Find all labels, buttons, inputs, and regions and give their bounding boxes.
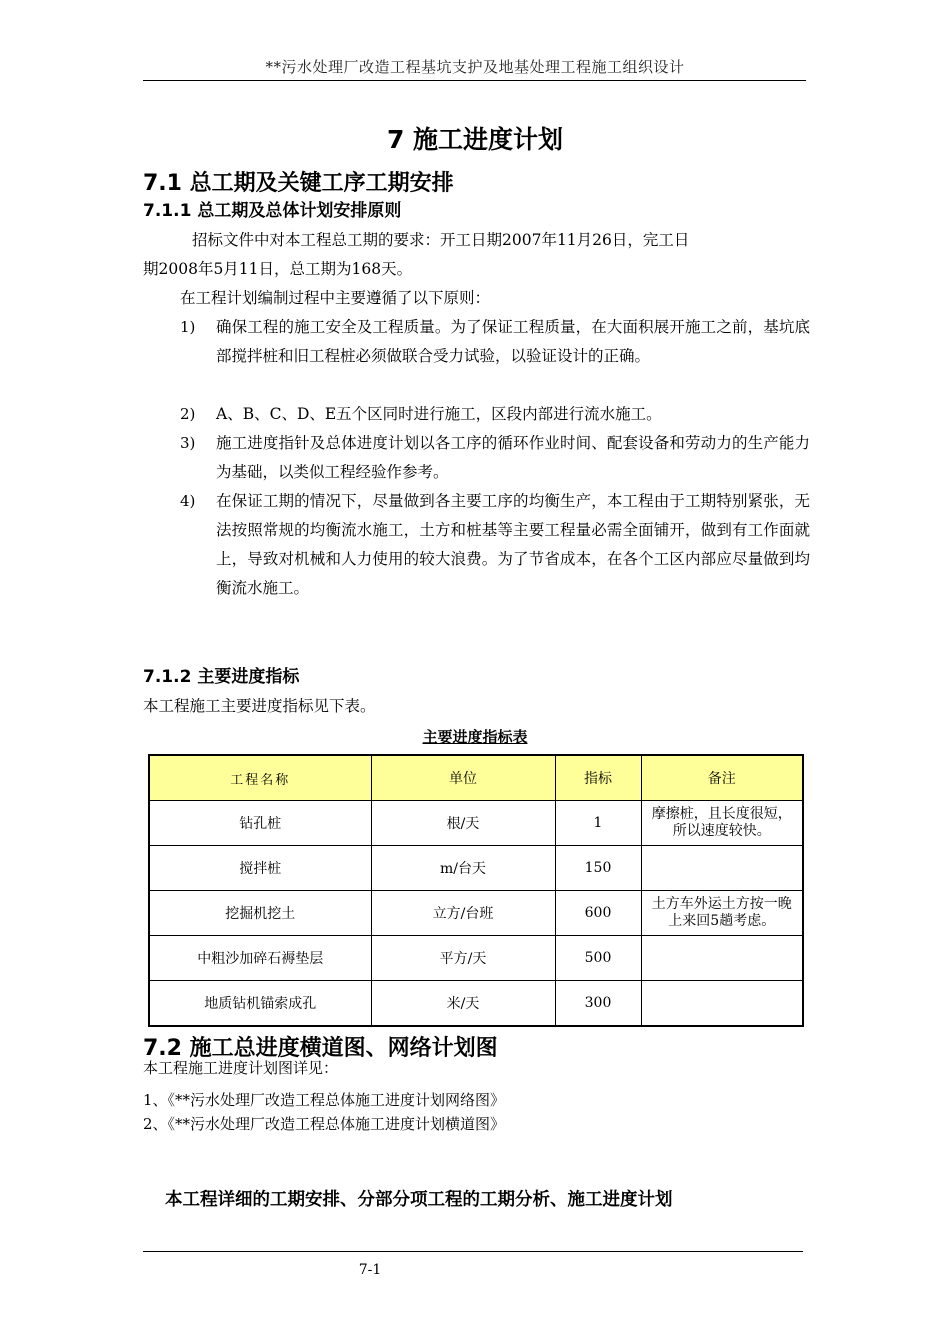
cell-value: 150 — [555, 846, 641, 891]
table-row — [149, 891, 803, 936]
cell-value: 600 — [555, 891, 641, 936]
table-row — [149, 801, 803, 846]
header-note: 备注 — [641, 755, 803, 801]
cell-value: 500 — [555, 936, 641, 981]
progress-index-table — [148, 754, 804, 1027]
section-7-1-2-title: 7.1.2 主要进度指标 — [143, 667, 300, 687]
cell-note — [641, 981, 803, 1027]
table-row — [149, 936, 803, 981]
header-index: 指标 — [555, 755, 641, 801]
cell-value: 300 — [555, 981, 641, 1027]
para1-line2: 期2008年5月11日，总工期为168天。 — [143, 260, 413, 278]
section-7-2-intro: 本工程施工进度计划图详见： — [143, 1059, 339, 1077]
cell-note: 摩擦桩，且长度很短，所以速度较快。 — [641, 801, 803, 846]
footer-rule — [143, 1251, 803, 1252]
list-item-text: 确保工程的施工安全及工程质量。为了保证工程质量，在大面积展开施工之前，基坑底部搅拌桩和旧工程桩必须做联合受力试验，以验证设计的正确。 — [216, 318, 810, 365]
cell-unit: 米/天 — [371, 981, 555, 1027]
section-7-2-title: 7.2 施工总进度横道图、网络计划图 — [143, 1036, 498, 1061]
page-number: 7-1 — [358, 1262, 382, 1278]
list-item-text: A、B、C、D、E五个区同时进行施工，区段内部进行流水施工。 — [216, 405, 662, 423]
list-item-text: 施工进度指针及总体进度计划以各工序的循环作业时间、配套设备和劳动力的生产能力为基础，以类似工程经验作参考。 — [216, 434, 810, 481]
cell-note — [641, 936, 803, 981]
page-header: **污水处理厂改造工程基坑支护及地基处理工程施工组织设计 — [265, 58, 685, 76]
section-7-1-title: 7.1 总工期及关键工序工期安排 — [143, 171, 454, 196]
cell-note: 土方车外运土方按一晚上来回5趟考虑。 — [641, 891, 803, 936]
cell-name: 地质钻机锚索成孔 — [149, 981, 371, 1027]
cell-unit: 立方/台班 — [371, 891, 555, 936]
reference-item: 1、《**污水处理厂改造工程总体施工进度计划网络图》 — [143, 1091, 506, 1109]
cell-name: 挖掘机挖土 — [149, 891, 371, 936]
reference-item: 2、《**污水处理厂改造工程总体施工进度计划横道图》 — [143, 1115, 506, 1133]
table-header-row — [149, 755, 803, 801]
cell-name: 中粗沙加碎石褥垫层 — [149, 936, 371, 981]
header-unit: 单位 — [371, 755, 555, 801]
header-rule — [143, 80, 806, 81]
list-item-number: 4) — [180, 492, 196, 510]
para1-line1: 招标文件中对本工程总工期的要求：开工日期2007年11月26日，完工日 — [192, 231, 690, 249]
para2: 在工程计划编制过程中主要遵循了以下原则： — [180, 289, 491, 307]
section-7-1-1-title: 7.1.1 总工期及总体计划安排原则 — [143, 201, 402, 221]
list-item-number: 3) — [180, 434, 196, 452]
cell-value: 1 — [555, 801, 641, 846]
cell-unit: m/台天 — [371, 846, 555, 891]
list-item-number: 2) — [180, 405, 196, 423]
list-item-text: 在保证工期的情况下，尽量做到各主要工序的均衡生产，本工程由于工期特别紧张，无法按照常规的均衡流水施工，土方和桩基等主要工程量必需全面铺开，做到有工作面就上，导致对机械和人力使用的较大浪费。为了节省成本，在各个工区内部应尽量做到均衡流水施工。 — [216, 492, 810, 597]
cell-name: 钻孔桩 — [149, 801, 371, 846]
cell-unit: 根/天 — [371, 801, 555, 846]
table-title: 主要进度指标表 — [422, 728, 528, 746]
schedule-note-bold: 本工程详细的工期安排、分部分项工程的工期分析、施工进度计划 — [165, 1190, 673, 1210]
list-item-number: 1) — [180, 318, 196, 336]
table-row — [149, 981, 803, 1027]
table-intro: 本工程施工主要进度指标见下表。 — [143, 697, 376, 715]
cell-unit: 平方/天 — [371, 936, 555, 981]
header-project-name: 工程名称 — [149, 755, 371, 801]
cell-name: 搅拌桩 — [149, 846, 371, 891]
cell-note — [641, 846, 803, 891]
table-row — [149, 846, 803, 891]
chapter-title: 7 施工进度计划 — [386, 125, 564, 154]
